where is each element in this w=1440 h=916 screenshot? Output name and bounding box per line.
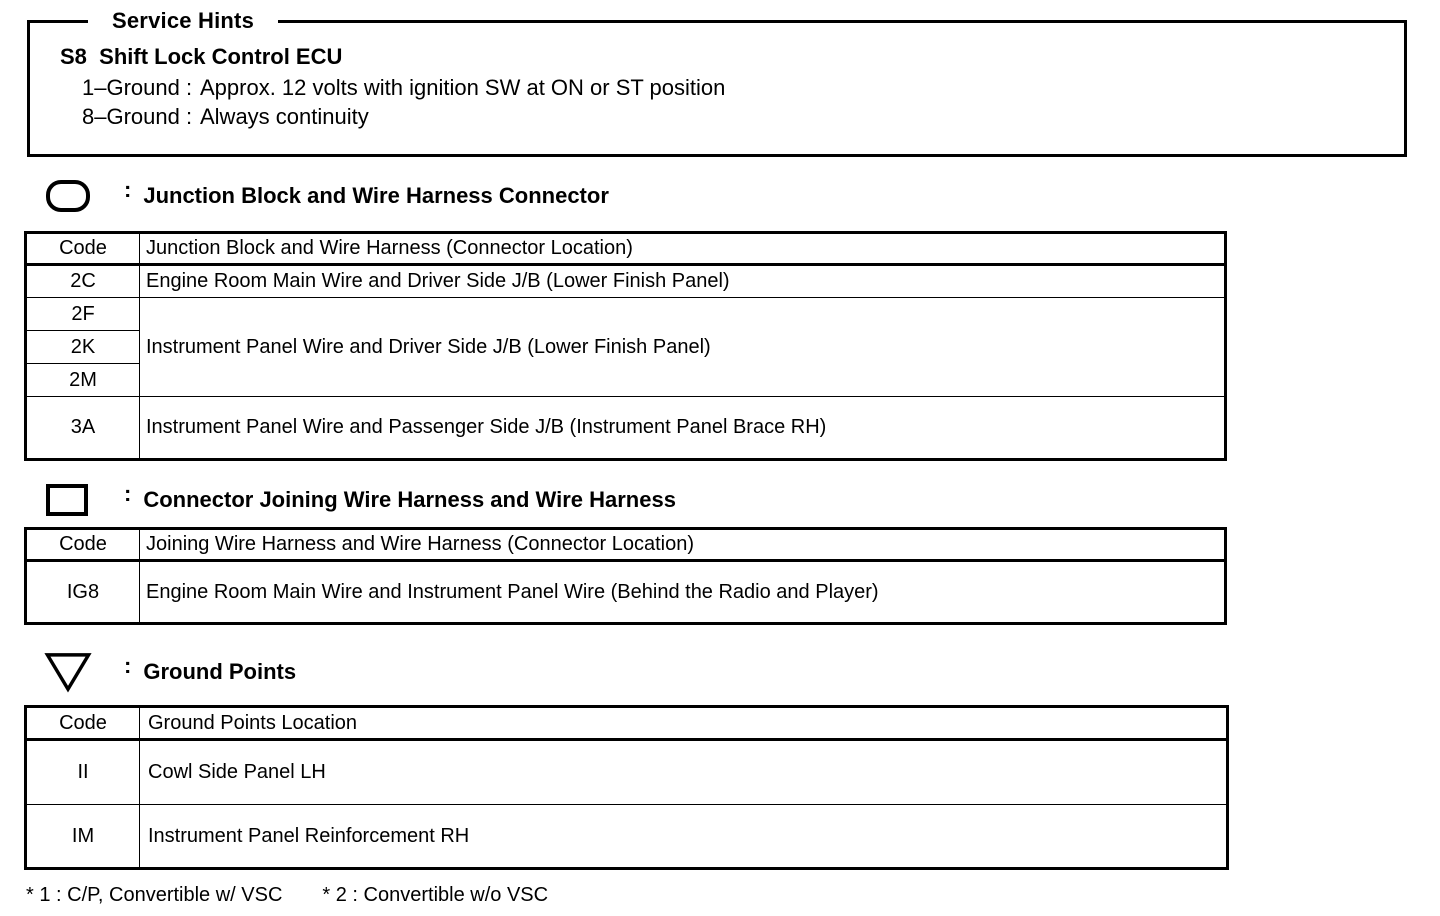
header-desc: Junction Block and Wire Harness (Connector Location) <box>140 233 1226 265</box>
hint-spec: Approx. 12 volts with ignition SW at ON or ST position <box>200 75 726 100</box>
rectangle-icon <box>44 478 92 522</box>
joining-connector-title: Connector Joining Wire Harness and Wire Harness <box>143 487 676 512</box>
component-name: Shift Lock Control ECU <box>99 44 343 69</box>
hint-terminal: 1–Ground : <box>82 75 193 100</box>
row-code: II <box>26 740 140 805</box>
service-hints-title: Service Hints <box>88 6 278 36</box>
row-code: 2C <box>26 265 140 298</box>
junction-block-header <box>44 174 609 218</box>
hint-line-2 <box>82 102 369 132</box>
table-header-row <box>26 529 1226 561</box>
table-row <box>26 397 1226 460</box>
row-desc: Cowl Side Panel LH <box>140 740 1228 805</box>
table-row <box>26 265 1226 298</box>
header-code: Code <box>26 233 140 265</box>
footnotes <box>26 882 548 908</box>
header-desc: Joining Wire Harness and Wire Harness (Connector Location) <box>140 529 1226 561</box>
row-desc: Engine Room Main Wire and Instrument Panel Wire (Behind the Radio and Player) <box>140 561 1226 624</box>
table-header-row <box>26 707 1228 740</box>
footnote-2: * 2 : Convertible w/o VSC <box>322 884 549 906</box>
table-row <box>26 805 1228 869</box>
header-desc: Ground Points Location <box>140 707 1228 740</box>
component-code: S8 <box>60 44 87 69</box>
row-desc: Instrument Panel Wire and Driver Side J/B (Lower Finish Panel) <box>140 298 1226 397</box>
joining-connector-header <box>44 478 676 522</box>
section-colon: : <box>124 177 132 202</box>
hint-terminal: 8–Ground : <box>82 104 193 129</box>
table-header-row <box>26 233 1226 265</box>
inverted-triangle-icon <box>44 650 92 694</box>
table-row <box>26 561 1226 624</box>
table-row <box>26 740 1228 805</box>
section-colon: : <box>124 653 132 678</box>
table-row <box>26 298 1226 331</box>
row-code: 2M <box>26 364 140 397</box>
section-colon: : <box>124 481 132 506</box>
junction-block-title: Junction Block and Wire Harness Connector <box>143 183 609 208</box>
header-code: Code <box>26 707 140 740</box>
ground-points-title: Ground Points <box>143 659 297 684</box>
joining-connector-table <box>24 527 1227 625</box>
hint-spec: Always continuity <box>200 104 369 129</box>
rounded-rectangle-icon <box>44 174 92 218</box>
row-code: 2F <box>26 298 140 331</box>
footnote-1: * 1 : C/P, Convertible w/ VSC <box>26 884 283 906</box>
row-code: 3A <box>26 397 140 460</box>
row-code: 2K <box>26 331 140 364</box>
row-desc: Instrument Panel Reinforcement RH <box>140 805 1228 869</box>
header-code: Code <box>26 529 140 561</box>
hint-line-1 <box>82 73 725 103</box>
ground-points-header <box>44 650 296 694</box>
component-heading <box>60 42 342 72</box>
row-code: IM <box>26 805 140 869</box>
junction-block-table <box>24 231 1227 461</box>
row-desc: Engine Room Main Wire and Driver Side J/B (Lower Finish Panel) <box>140 265 1226 298</box>
row-desc: Instrument Panel Wire and Passenger Side J/B (Instrument Panel Brace RH) <box>140 397 1226 460</box>
row-code: IG8 <box>26 561 140 624</box>
ground-points-table <box>24 705 1229 870</box>
